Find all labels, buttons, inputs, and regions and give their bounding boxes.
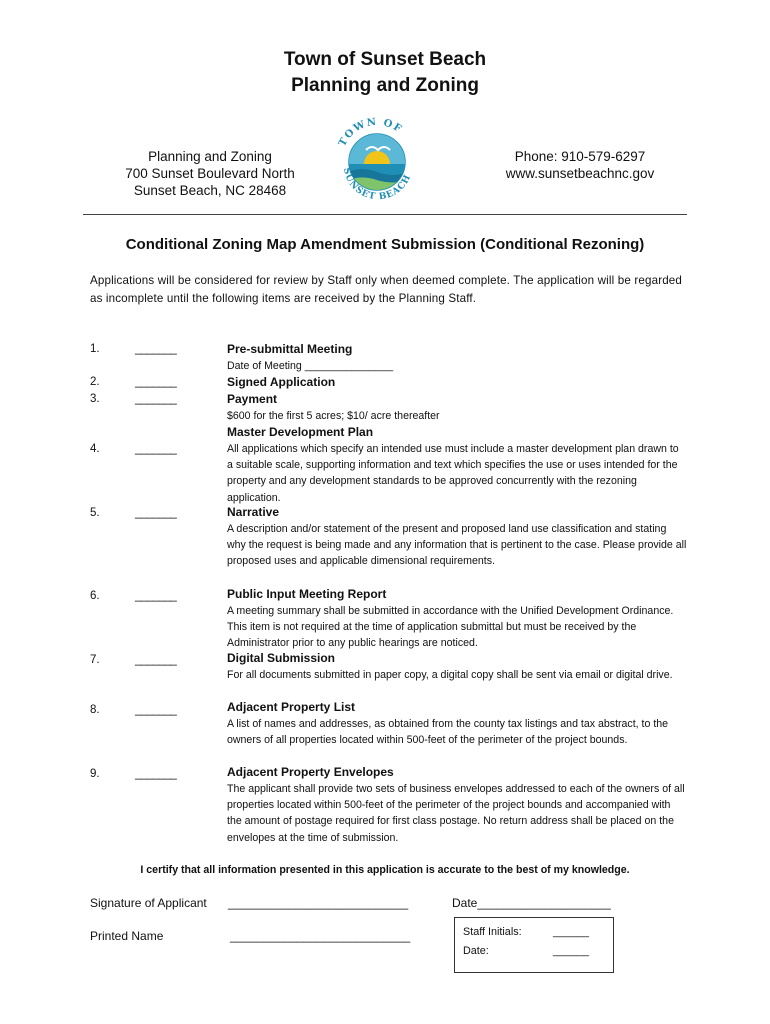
staff-initials-label: Staff Initials: xyxy=(463,926,522,938)
item-heading: Narrative xyxy=(227,505,280,519)
item-heading: Payment xyxy=(227,392,278,406)
item-check-blank[interactable]: _______ xyxy=(135,393,177,405)
item-heading: Adjacent Property Envelopes xyxy=(227,765,394,779)
staff-initials-field[interactable]: ______ xyxy=(553,926,590,938)
item-heading: Public Input Meeting Report xyxy=(227,587,387,601)
town-seal-logo xyxy=(332,110,422,210)
item-check-blank[interactable]: _______ xyxy=(135,443,177,455)
left-address-block xyxy=(120,148,300,199)
item-check-blank[interactable]: _______ xyxy=(135,590,177,602)
item-description: A description and/or statement of the present and proposed land use classification and stating why the request is being made and any information that is pertinent to the case. Please provide all proposed uses and applicable dimensional requirements. xyxy=(227,523,687,568)
item-number: 2. xyxy=(90,376,100,388)
seal-top-text: TOWN OF xyxy=(337,116,405,149)
item-number: 7. xyxy=(90,654,100,666)
signature-field[interactable]: ___________________________ xyxy=(228,896,409,910)
item-number: 3. xyxy=(90,393,100,405)
item-number: 9. xyxy=(90,768,100,780)
item-heading: Pre-submittal Meeting xyxy=(227,342,353,356)
item-number: 8. xyxy=(90,704,100,716)
date-field[interactable]: Date____________________ xyxy=(452,896,611,910)
address-line: Planning and Zoning xyxy=(148,149,272,164)
staff-date-field[interactable]: ______ xyxy=(553,945,590,957)
phone-line: Phone: 910-579-6297 xyxy=(514,149,646,164)
item-check-blank[interactable]: _______ xyxy=(135,768,177,780)
item-check-blank[interactable]: _______ xyxy=(135,376,177,388)
item-number: 6. xyxy=(90,590,100,602)
item-description: For all documents submitted in paper copy, a digital copy shall be sent via email or digital drive. xyxy=(227,669,673,681)
item-number: 4. xyxy=(90,443,100,455)
item-check-blank[interactable]: _______ xyxy=(135,343,177,355)
staff-use-box xyxy=(454,917,614,973)
item-description: A list of names and addresses, as obtained from the county tax listings and tax abstract, to the owners of all properties located within 500-feet of the perimeter of the project bounds. xyxy=(227,718,669,747)
signature-label: Signature of Applicant xyxy=(90,896,207,910)
item-number: 5. xyxy=(90,507,100,519)
item-description: A meeting summary shall be submitted in accordance with the Unified Development Ordinance. This item is not required at the time of application submittal but must be received by the Administrator prior to any public hearings are noticed. xyxy=(227,605,674,650)
printed-name-field[interactable]: ___________________________ xyxy=(230,929,411,943)
item-description: Date of Meeting _______________ xyxy=(227,360,394,372)
address-line: Sunset Beach, NC 28468 xyxy=(133,183,287,198)
item-heading: Adjacent Property List xyxy=(227,700,356,714)
seal-bottom-text: SUNSET BEACH xyxy=(340,166,414,203)
item-heading: Master Development Plan xyxy=(227,425,374,439)
contact-block xyxy=(490,148,670,182)
header-divider xyxy=(83,214,687,215)
item-check-blank[interactable]: _______ xyxy=(135,654,177,666)
item-description: $600 for the first 5 acres; $10/ acre thereafter xyxy=(227,410,440,422)
item-heading: Signed Application xyxy=(227,375,336,389)
item-check-blank[interactable]: _______ xyxy=(135,704,177,716)
item-check-blank[interactable]: _______ xyxy=(135,507,177,519)
website-line: www.sunsetbeachnc.gov xyxy=(505,166,655,181)
item-description: The applicant shall provide two sets of business envelopes addressed to each of the owners of all properties located within 500-feet of the perimeter of the project bounds and accompanied with the amount of postage required for first class postage. No return address shall be placed on the envelopes at the time of submission. xyxy=(227,783,685,844)
item-description: All applications which specify an intended use must include a master development plan drawn to a suitable scale, supporting information and text which specifies the use or uses intended for the property and any development standards to be approved concurrently with the rezoning application. xyxy=(227,443,679,504)
intro-paragraph: Applications will be considered for review by Staff only when deemed complete. The application will be regarded as incomplete until the following items are received by the Planning Staff. xyxy=(90,274,682,305)
department-title: Planning and Zoning xyxy=(291,75,479,96)
printed-name-label: Printed Name xyxy=(90,929,164,943)
address-line: 700 Sunset Boulevard North xyxy=(125,166,295,181)
certification-statement: I certify that all information presented in this application is accurate to the best of my knowledge. xyxy=(140,864,630,876)
item-number: 1. xyxy=(90,343,100,355)
town-title: Town of Sunset Beach xyxy=(283,49,487,70)
form-title: Conditional Zoning Map Amendment Submission (Conditional Rezoning) xyxy=(125,236,645,253)
item-heading: Digital Submission xyxy=(227,651,336,665)
staff-date-label: Date: xyxy=(463,945,489,957)
